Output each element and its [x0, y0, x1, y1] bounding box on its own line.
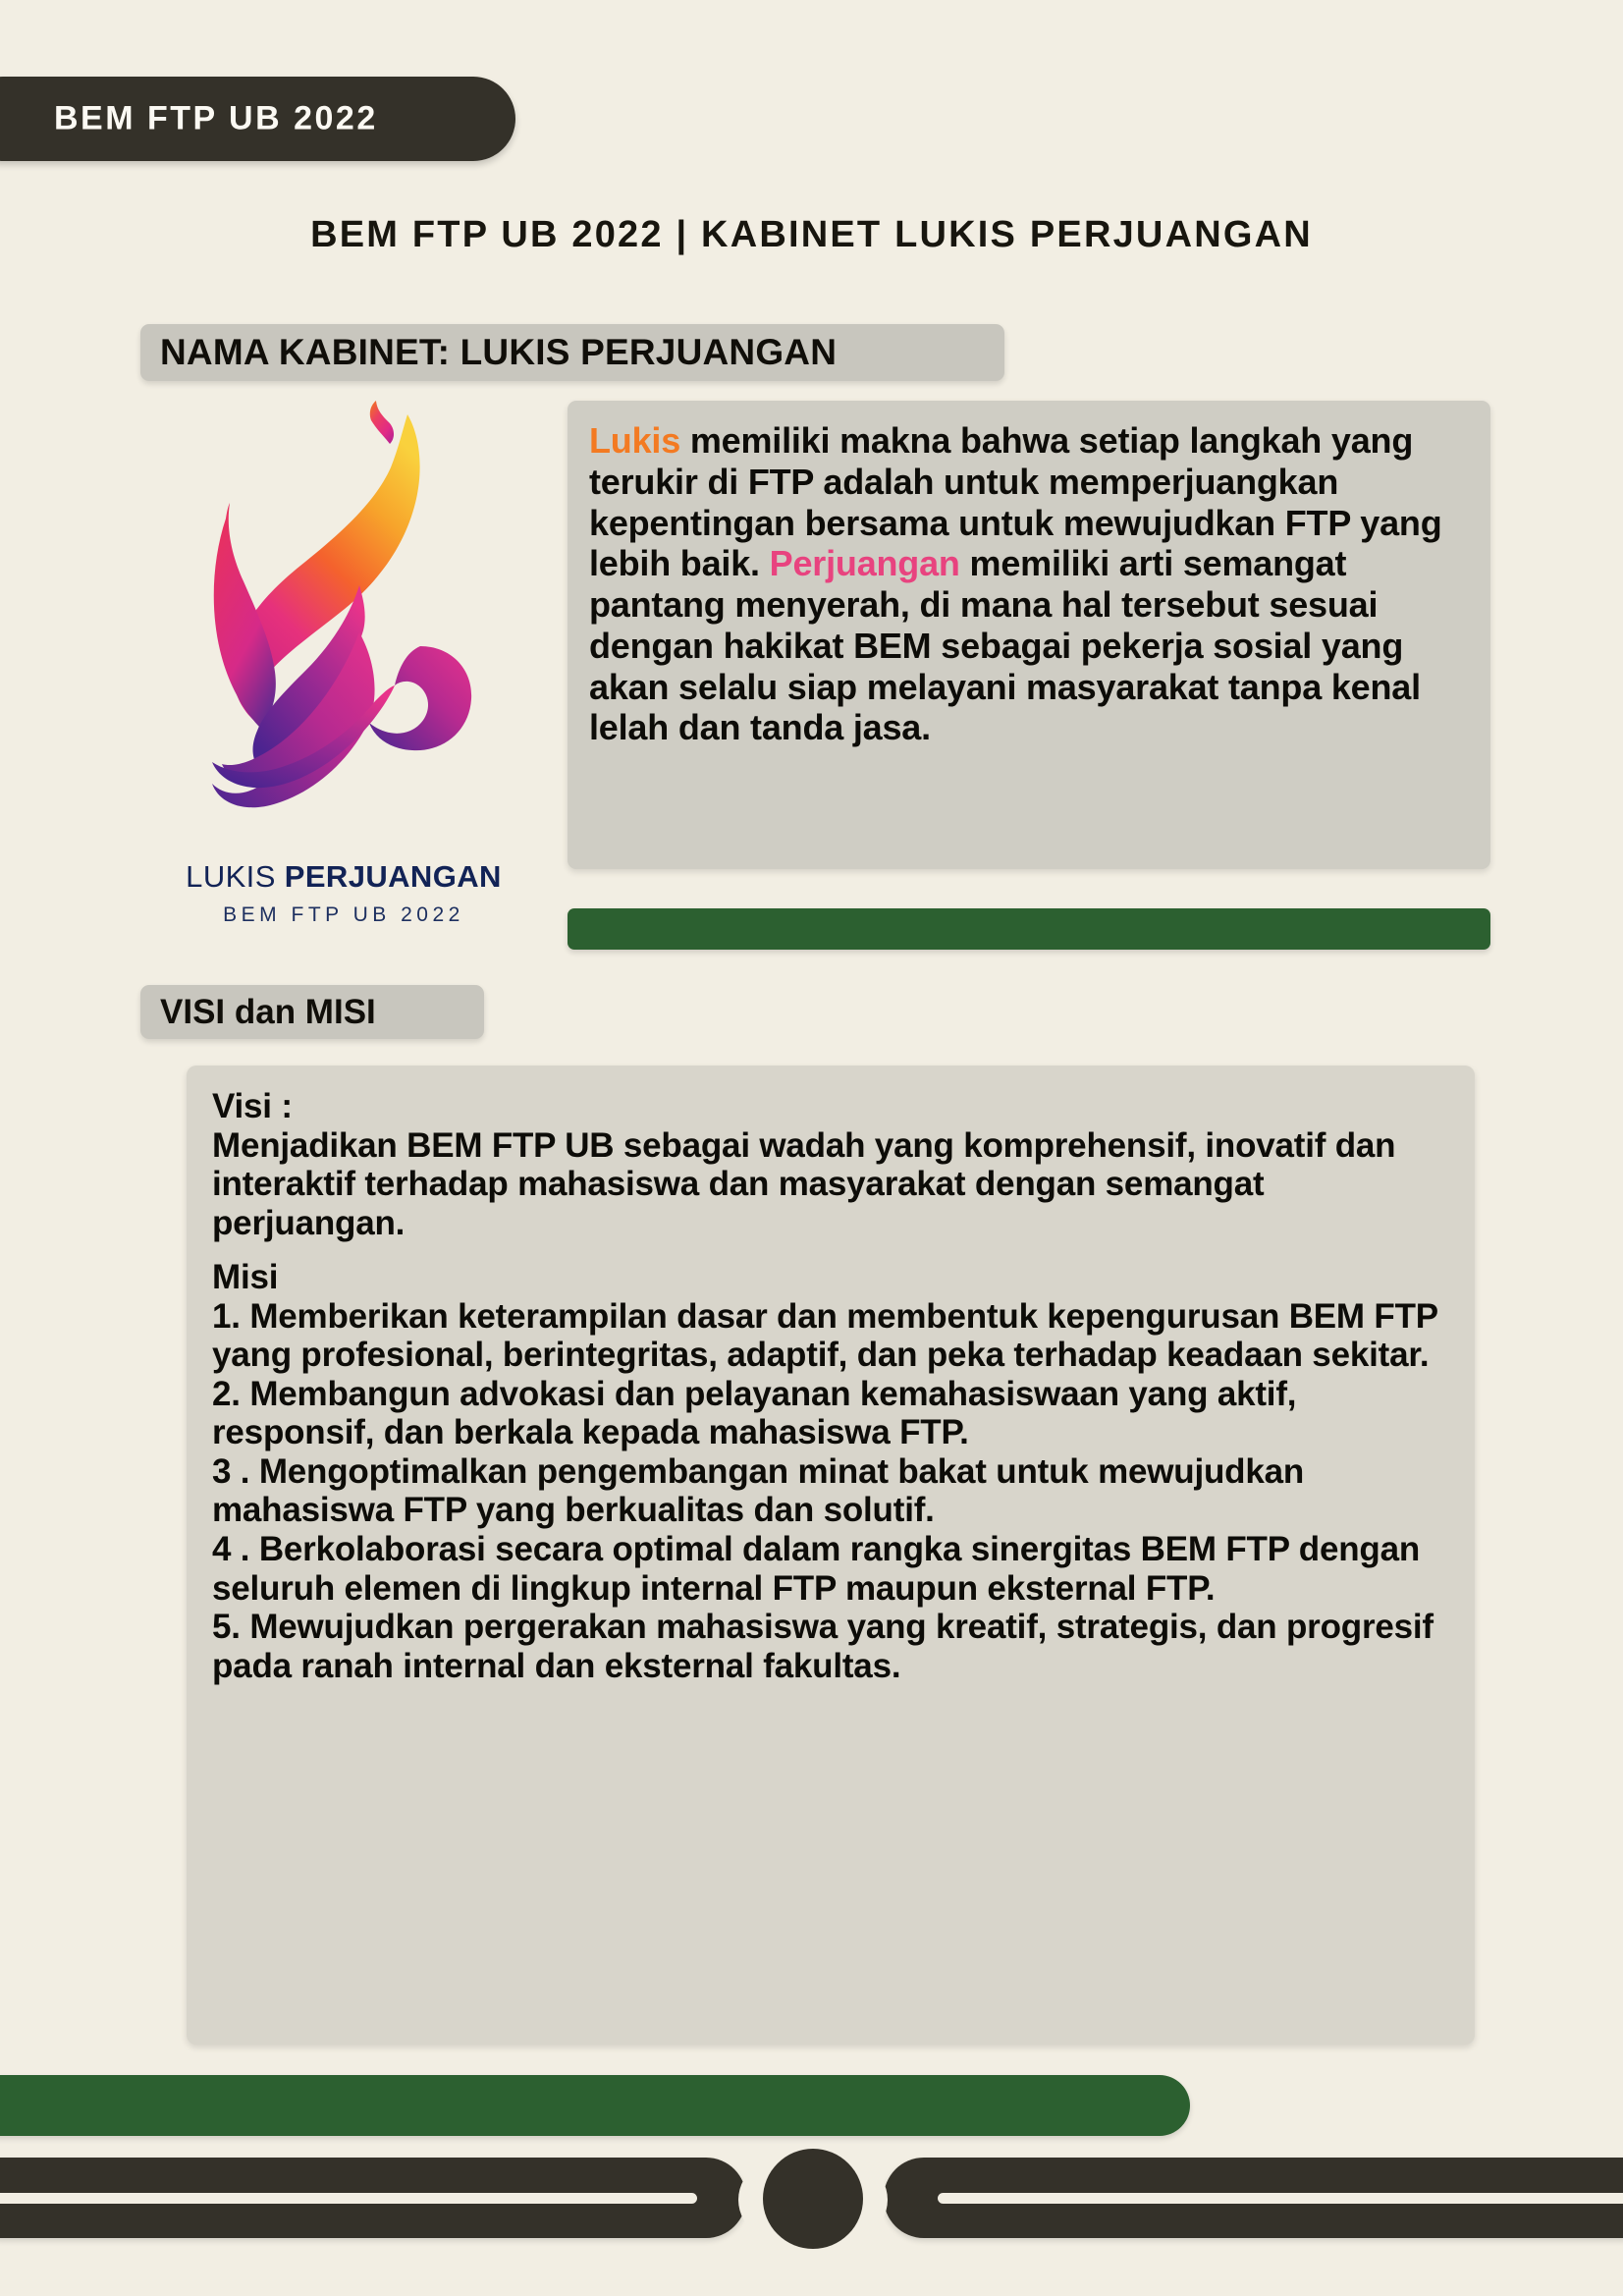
header-tab — [0, 77, 515, 161]
visi-misi-panel — [187, 1066, 1475, 2045]
misi-item-1: 1. Memberikan keterampilan dasar dan membentuk kepengurusan BEM FTP yang profesional, berintegritas, adaptif, dan peka terhadap keadaan sekitar. — [212, 1296, 1438, 1375]
makna-text-part-2: memiliki arti semangat pantang menyerah, di mana hal tersebut sesuai dengan hakikat BEM sebagai pekerja sosial yang akan selalu siap melayani masyarakat tanpa kenal lelah dan tanda jasa. — [589, 543, 1421, 748]
logo-subtitle: BEM FTP UB 2022 — [223, 903, 464, 926]
visi-body: Menjadikan BEM FTP UB sebagai wadah yang komprehensif, inovatif dan interaktif terhadap mahasiswa dan masyarakat dengan semangat perjuangan. — [212, 1125, 1396, 1242]
logo-caption-light: LUKIS — [186, 859, 285, 894]
makna-panel — [568, 401, 1490, 869]
page-title: BEM FTP UB 2022 | KABINET LUKIS PERJUANGAN — [310, 214, 1313, 255]
keyword-lukis: Lukis — [589, 420, 681, 461]
header-tab-label: BEM FTP UB 2022 — [54, 99, 378, 137]
nama-kabinet-badge: NAMA KABINET: LUKIS PERJUANGAN — [140, 324, 1004, 381]
spacer — [212, 1242, 1449, 1258]
footer-circle-icon — [763, 2149, 863, 2249]
visi-misi-badge: VISI dan MISI — [140, 985, 484, 1039]
footer-green-bar — [0, 2075, 1190, 2136]
makna-text — [589, 420, 1469, 748]
keyword-perjuangan: Perjuangan — [769, 543, 960, 584]
makna-text-part-1: memiliki makna bahwa setiap langkah yang terukir di FTP adalah untuk memperjuangkan kepentingan bersama untuk mewujudkan FTP yang lebih baik. — [589, 420, 1442, 584]
footer-slot-left — [0, 2193, 697, 2204]
footer-ornament — [0, 2146, 1623, 2254]
logo-caption-bold: PERJUANGAN — [284, 859, 502, 894]
visi-label: Visi : — [212, 1087, 293, 1125]
misi-item-4: 4 . Berkolaborasi secara optimal dalam rangka sinergitas BEM FTP dengan seluruh elemen di lingkup internal FTP maupun eksternal FTP. — [212, 1530, 1421, 1608]
footer-slot-right — [938, 2193, 1623, 2204]
misi-item-2: 2. Membangun advokasi dan pelayanan kemahasiswaan yang aktif, responsif, dan berkala kepada mahasiswa FTP. — [212, 1374, 1297, 1452]
green-divider-bar — [568, 908, 1490, 950]
logo-caption — [147, 859, 540, 895]
misi-item-3: 3 . Mengoptimalkan pengembangan minat bakat untuk mewujudkan mahasiswa FTP yang berkualitas dan solutif. — [212, 1451, 1305, 1530]
misi-label: Misi — [212, 1258, 279, 1297]
misi-item-5: 5. Mewujudkan pergerakan mahasiswa yang kreatif, strategis, dan progresif pada ranah internal dan eksternal fakultas. — [212, 1608, 1434, 1685]
cabinet-logo-block — [147, 393, 540, 943]
flame-leaf-logo-icon — [167, 393, 520, 854]
